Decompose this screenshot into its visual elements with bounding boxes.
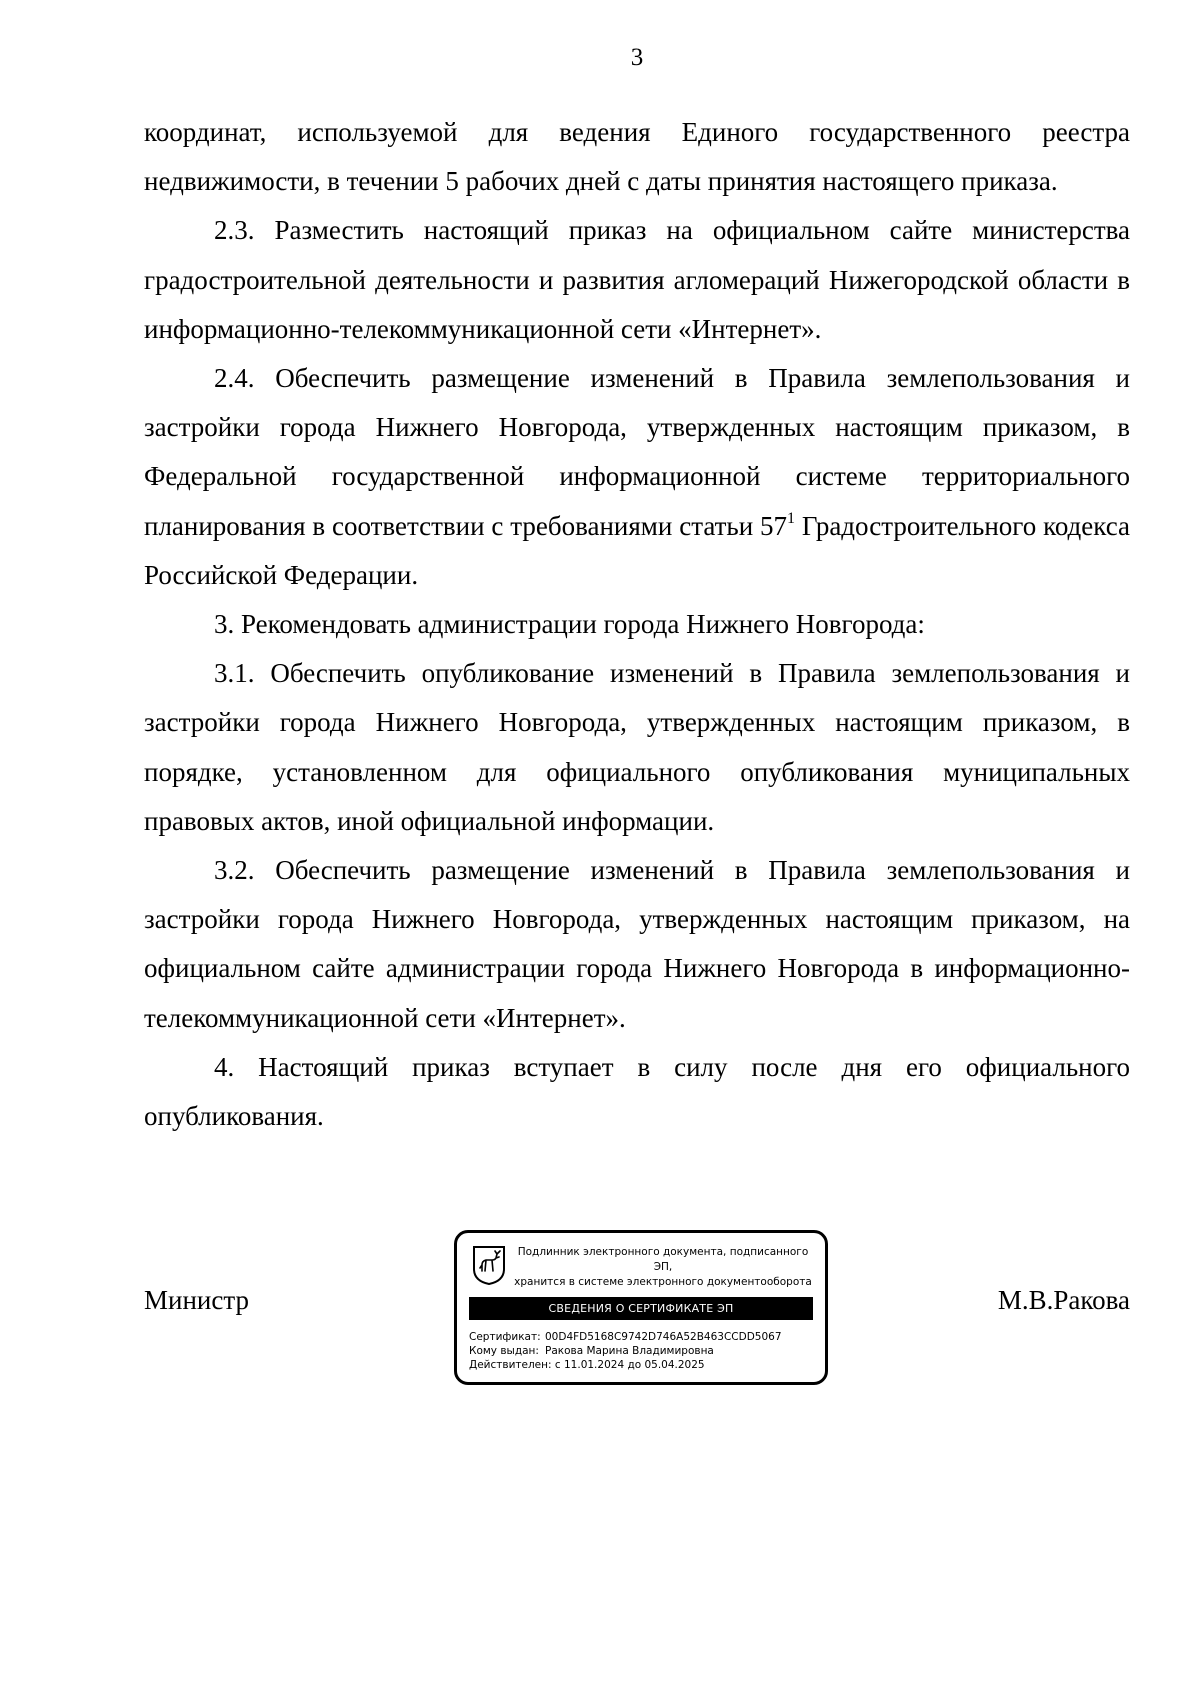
stamp-certificate-label: Сертификат: <box>469 1331 541 1343</box>
stamp-issued-to-row <box>469 1344 819 1358</box>
deer-coat-of-arms-icon <box>472 1245 506 1285</box>
paragraph-2-4-text-a: 2.4. Обеспечить размещение изменений в Правила землепользования и застройки города Нижнего Новгорода, утвержденных настоящим приказом, в Федеральной государственной информационной системе территориального планирования в соответствии с требованиями статьи 57 <box>144 363 1130 541</box>
paragraph-2-3: 2.3. Разместить настоящий приказ на официальном сайте министерства градостроительной деятельности и развития агломераций Нижегородской области в информационно-телекоммуникационной сети «Интернет». <box>144 215 1130 344</box>
paragraph-3-2: 3.2. Обеспечить размещение изменений в Правила землепользования и застройки города Нижнего Новгорода, утвержденных настоящим приказом, на официальном сайте администрации города Нижнего Новгорода в информационно-телекоммуникационной сети «Интернет». <box>144 855 1130 1033</box>
signer-name: М.В.Ракова <box>997 1285 1130 1315</box>
electronic-signature-stamp <box>454 1230 828 1385</box>
stamp-details <box>469 1330 819 1372</box>
paragraph-2-4-text-b: Градостроительного кодекса Российской Федерации. <box>144 510 1130 590</box>
signer-title: Министр <box>144 1285 249 1315</box>
stamp-note-line-2: хранится в системе электронного документооборота <box>514 1276 812 1288</box>
stamp-valid-value: с 11.01.2024 до 05.04.2025 <box>554 1359 705 1371</box>
footnote-superscript: 1 <box>787 509 796 527</box>
paragraph-continuation: координат, используемой для ведения Единого государственного реестра недвижимости, в течении 5 рабочих дней с даты принятия настоящего приказа. <box>144 117 1130 197</box>
stamp-header: СВЕДЕНИЯ О СЕРТИФИКАТЕ ЭП <box>469 1297 813 1320</box>
paragraph-4: 4. Настоящий приказ вступает в силу после дня его официального опубликования. <box>144 1051 1130 1132</box>
stamp-note <box>513 1245 813 1290</box>
stamp-certificate-row <box>469 1330 819 1344</box>
stamp-issued-to-value: Ракова Марина Владимировна <box>545 1345 714 1357</box>
stamp-note-line-1: Подлинник электронного документа, подписанного ЭП, <box>517 1246 809 1273</box>
paragraph-3-1: 3.1. Обеспечить опубликование изменений в Правила землепользования и застройки города Нижнего Новгорода, утвержденных настоящим приказом, в порядке, установленном для официального опубликования муниципальных правовых актов, иной официальной информации. <box>144 658 1130 836</box>
stamp-issued-to-label: Кому выдан: <box>469 1345 539 1357</box>
paragraph-3: 3. Рекомендовать администрации города Нижнего Новгорода: <box>214 609 925 640</box>
signature-block <box>144 1230 1130 1390</box>
document-body <box>144 108 1130 1141</box>
paragraph-2-4 <box>144 354 1130 600</box>
stamp-valid-row <box>469 1358 819 1372</box>
page-number: 3 <box>630 44 644 71</box>
stamp-valid-label: Действителен: <box>469 1359 552 1371</box>
stamp-certificate-value: 00D4FD5168C9742D746A52B463CCDD5067 <box>545 1331 782 1343</box>
